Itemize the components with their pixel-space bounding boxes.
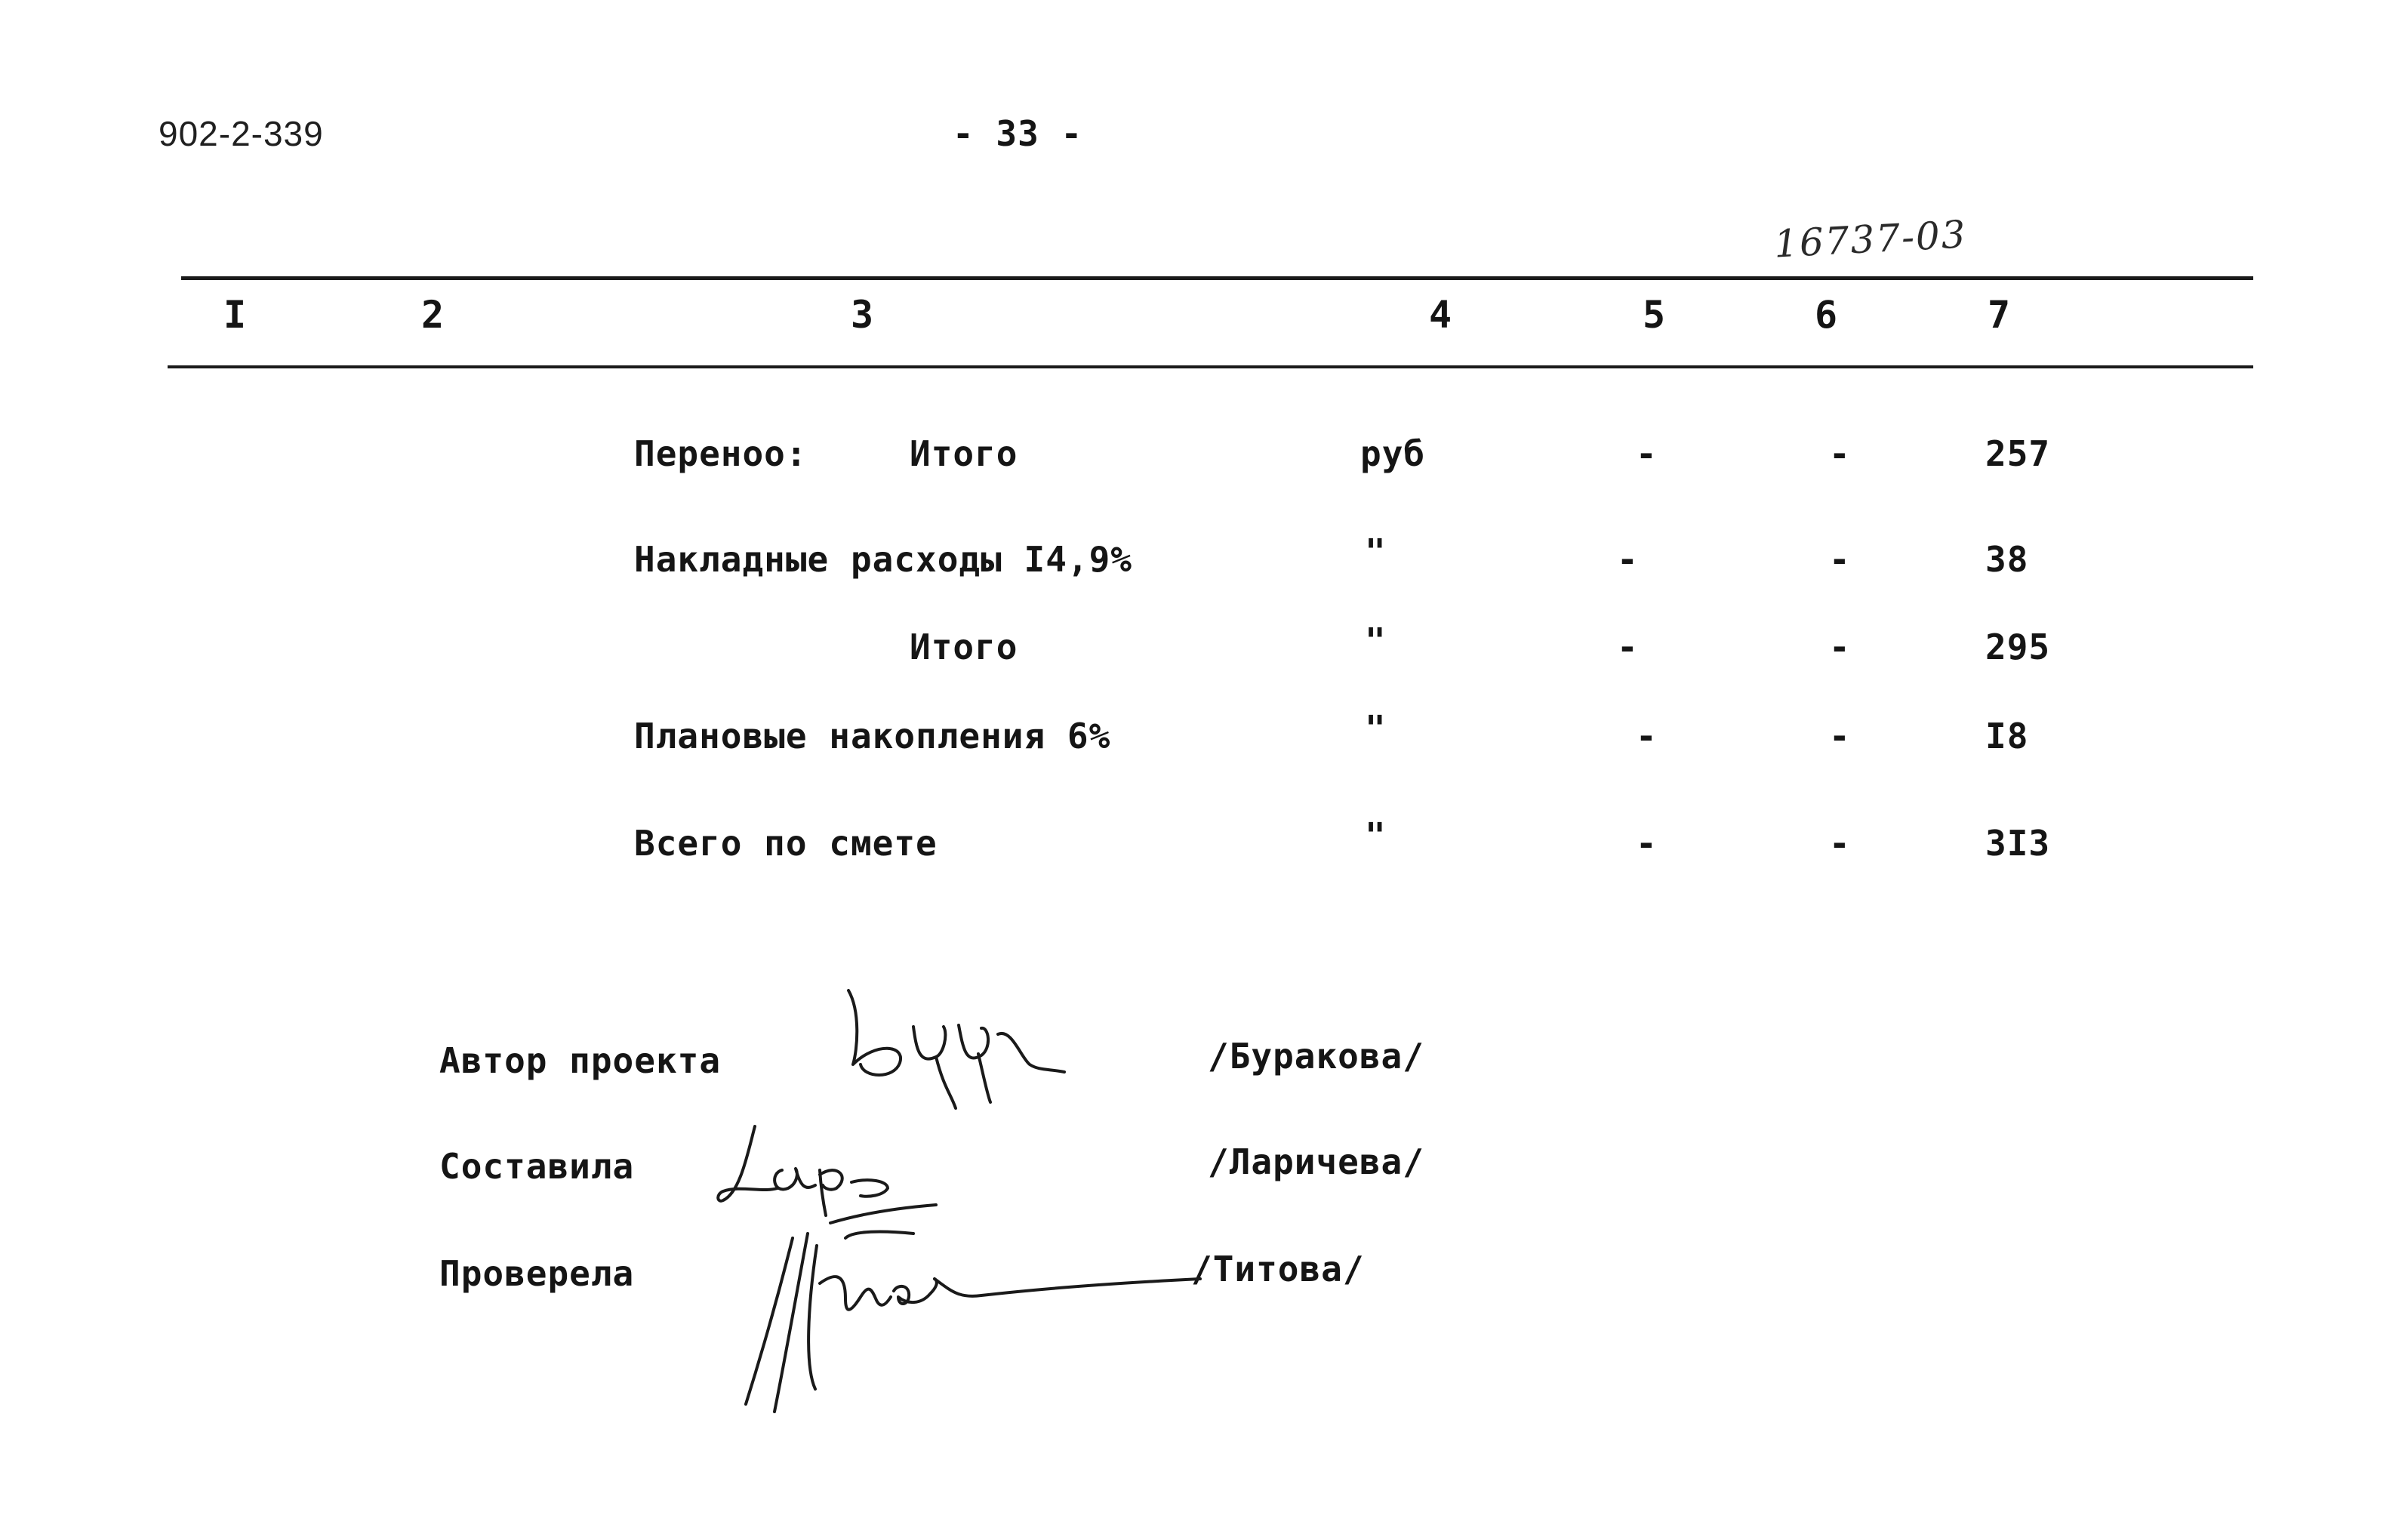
row-label: Плановые накопления 6% [634, 716, 1111, 756]
handwritten-signature [732, 1215, 1215, 1427]
row-col5: - [1636, 823, 1658, 864]
column-number: 5 [1643, 293, 1666, 337]
handwritten-signature [710, 1110, 996, 1231]
row-unit: " [1365, 531, 1387, 572]
row-label: Всего по смете [634, 823, 938, 864]
handwritten-signature [830, 981, 1072, 1117]
row-sublabel: Итого [910, 433, 1018, 474]
signature-name: /Буракова/ [1208, 1036, 1424, 1077]
row-unit: " [1365, 708, 1387, 749]
column-number: 6 [1815, 293, 1838, 337]
row-value: I8 [1985, 716, 2029, 756]
row-value: 257 [1985, 433, 2051, 474]
column-number: 3 [851, 293, 874, 337]
column-number: I [223, 293, 247, 337]
row-value: 38 [1985, 539, 2029, 580]
row-unit: " [1365, 815, 1387, 856]
signature-name: /Титова/ [1191, 1249, 1365, 1289]
column-number: 7 [1988, 293, 2011, 337]
row-value: 3I3 [1985, 823, 2051, 864]
archive-number: 16737-03 [1772, 212, 1968, 266]
signature-role: Автор проекта [439, 1040, 722, 1081]
document-code: 902-2-339 [159, 114, 324, 153]
table-top-rule [181, 276, 2253, 280]
row-col5: - [1636, 433, 1658, 474]
row-sublabel: Итого [910, 627, 1018, 667]
row-col6: - [1829, 539, 1851, 580]
row-col5: - [1636, 716, 1658, 756]
signature-name: /Ларичева/ [1208, 1141, 1424, 1182]
row-unit: руб [1360, 433, 1426, 474]
row-col5: - [1617, 627, 1639, 667]
column-number: 4 [1429, 293, 1452, 337]
row-col6: - [1829, 433, 1851, 474]
row-value: 295 [1985, 627, 2051, 667]
row-label: Накладные расходы I4,9% [634, 539, 1132, 580]
table-header-bottom-rule [168, 365, 2253, 368]
signature-role: Проверела [439, 1253, 635, 1294]
column-number: 2 [421, 293, 445, 337]
row-col6: - [1829, 627, 1851, 667]
row-label: Переноо: [634, 433, 808, 474]
row-col6: - [1829, 823, 1851, 864]
row-col6: - [1829, 716, 1851, 756]
row-col5: - [1617, 539, 1639, 580]
signature-role: Составила [439, 1146, 635, 1187]
page-number: - 33 - [953, 113, 1083, 154]
row-unit: " [1365, 621, 1387, 661]
